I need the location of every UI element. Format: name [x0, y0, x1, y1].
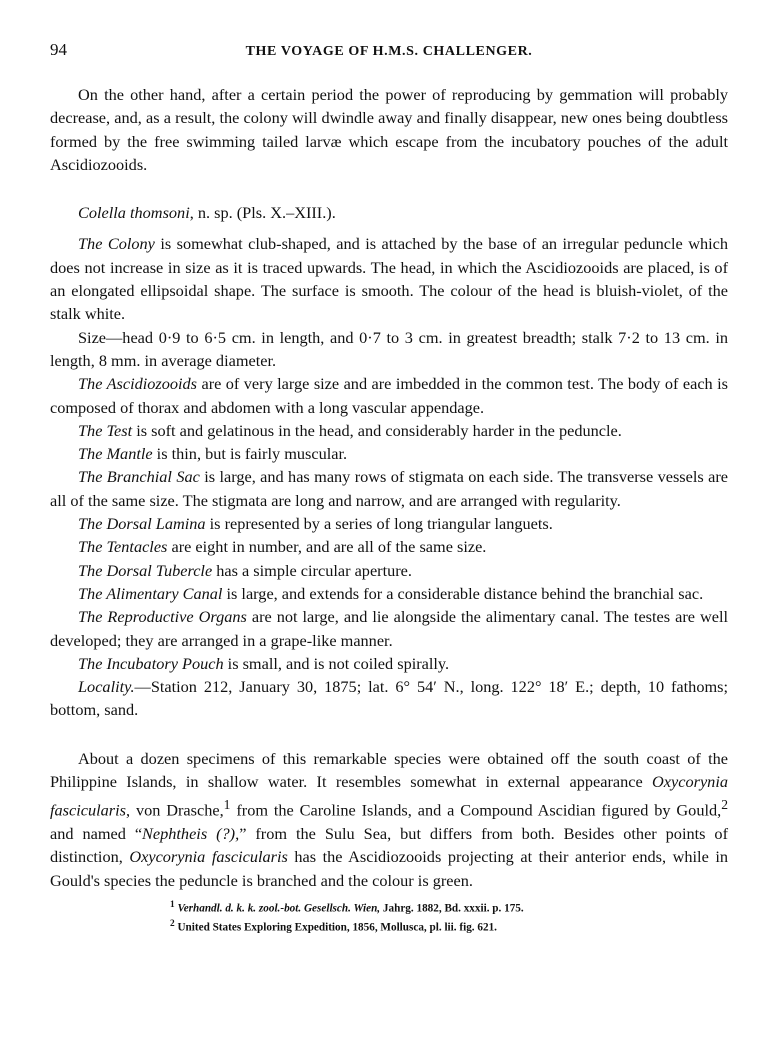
- species-description: [50, 232, 728, 721]
- footnote: [170, 917, 728, 936]
- description-paragraph: [50, 535, 728, 558]
- closing-text: from the Caroline Islands, and a Compound Ascidian figured by Gould,: [230, 800, 722, 820]
- species-heading: [50, 201, 728, 224]
- description-paragraph: [50, 652, 728, 675]
- description-term: The Branchial Sac: [78, 467, 200, 487]
- footnotes: [50, 898, 728, 935]
- description-term: The Reproductive Organs: [78, 607, 247, 627]
- page: [50, 40, 728, 935]
- description-paragraph: [50, 419, 728, 442]
- description-text: is large, and has many rows of stigmata on each side. The transverse vessels are all of the same size. The stigmata are long and narrow, and are arranged with regularity.: [50, 467, 728, 510]
- description-text: is somewhat club-shaped, and is attached by the base of an irregular peduncle which does not increase in size as it is traced upwards. The head, in which the Ascidiozooids are placed, is of an elongated ellipsoidal shape. The surface is smooth. The colour of the head is bluish-violet, of the stalk white.: [50, 234, 728, 324]
- description-paragraph: [50, 442, 728, 465]
- closing-species-italic: Oxycorynia fascicularis: [129, 847, 288, 867]
- description-text: are of very large size and are imbedded in the common test. The body of each is composed of thorax and abdomen with a long vascular appendage.: [50, 374, 728, 417]
- intro-paragraph: On the other hand, after a certain period the power of reproducing by gemmation will probably decrease, and, as a result, the colony will dwindle away and finally disappear, new ones being doubtless formed by the free swimming tailed larvæ which escape from the incubatory pouches of the adult Ascidiozooids.: [50, 85, 728, 174]
- description-paragraph: [50, 326, 728, 373]
- footnote-text: United States Exploring Expedition, 1856, Mollusca, pl. lii. fig. 621.: [174, 921, 497, 934]
- description-term: The Colony: [78, 234, 155, 254]
- description-paragraph: [50, 465, 728, 512]
- page-header: [50, 40, 728, 62]
- footnote: [170, 898, 728, 917]
- closing-species-italic: Nephtheis (?),: [142, 824, 240, 844]
- description-term: The Alimentary Canal: [78, 583, 223, 603]
- footnote-mark: 1: [170, 899, 175, 910]
- footnote-ref: 2: [721, 797, 728, 813]
- description-paragraph: [50, 372, 728, 419]
- description-term: The Dorsal Lamina: [78, 514, 206, 534]
- description-paragraph: [50, 605, 728, 652]
- description-text: are eight in number, and are all of the same size.: [167, 537, 487, 557]
- running-title: THE VOYAGE OF H.M.S. CHALLENGER.: [245, 44, 533, 59]
- page-number: 94: [50, 40, 67, 59]
- closing-paragraph: [50, 747, 728, 892]
- description-term: The Tentacles: [78, 537, 168, 557]
- description-text: —Station 212, January 30, 1875; lat. 6° 54′ N., long. 122° 18′ E.; depth, 10 fathoms; bottom, sand.: [50, 677, 728, 720]
- description-paragraph: [50, 512, 728, 535]
- locality-paragraph: [50, 675, 728, 722]
- description-term: The Dorsal Tubercle: [78, 560, 213, 580]
- footnote-italic: Verhandl. d. k. k. zool.-bot. Gesellsch. Wien,: [177, 902, 381, 915]
- description-paragraph: [50, 559, 728, 582]
- description-term: The Ascidiozooids: [78, 374, 198, 394]
- description-text: is small, and is not coiled spirally.: [223, 653, 450, 673]
- closing-text: has the Ascidiozooids projecting at their anterior ends, while in Gould's species the peduncle is branched and the colour is green.: [50, 847, 728, 890]
- description-paragraph: [50, 232, 728, 325]
- description-term: The Incubatory Pouch: [78, 653, 224, 673]
- footnote-mark: 2: [170, 918, 175, 929]
- description-term: Locality.: [78, 677, 135, 697]
- closing-text: ” from the Sulu Sea, but differs from both. Besides other points of distinction,: [50, 824, 728, 867]
- description-paragraph: [50, 582, 728, 605]
- closing-text: , von Drasche,: [125, 800, 224, 820]
- description-text: is soft and gelatinous in the head, and considerably harder in the peduncle.: [132, 420, 622, 440]
- description-term: The Mantle: [78, 444, 153, 464]
- footnote-ref: 1: [223, 797, 231, 813]
- closing-text: and named “: [50, 824, 143, 844]
- description-text: Size—head 0·9 to 6·5 cm. in length, and 0·7 to 3 cm. in greatest breadth; stalk 7·2 to 13 cm. in length, 8 mm. in average diameter.: [50, 327, 728, 370]
- species-name: Colella thomsoni: [78, 203, 190, 223]
- description-term: The Test: [78, 420, 133, 440]
- closing-species-italic: Oxycorynia fascicularis: [50, 772, 728, 820]
- footnote-text: Jahrg. 1882, Bd. xxxii. p. 175.: [380, 902, 524, 915]
- closing-text: About a dozen specimens of this remarkable species were obtained off the south coast of the Philippine Islands, in shallow water. It resembles somewhat in external appearance: [50, 748, 728, 792]
- description-text: is represented by a series of long triangular languets.: [205, 514, 553, 534]
- description-text: is thin, but is fairly muscular.: [152, 444, 348, 464]
- description-text: has a simple circular aperture.: [212, 560, 412, 580]
- species-heading-rest: , n. sp. (Pls. X.–XIII.).: [189, 203, 336, 223]
- description-text: is large, and extends for a considerable distance behind the branchial sac.: [222, 583, 704, 603]
- description-text: are not large, and lie alongside the alimentary canal. The testes are well developed; they are arranged in a grape-like manner.: [50, 607, 728, 650]
